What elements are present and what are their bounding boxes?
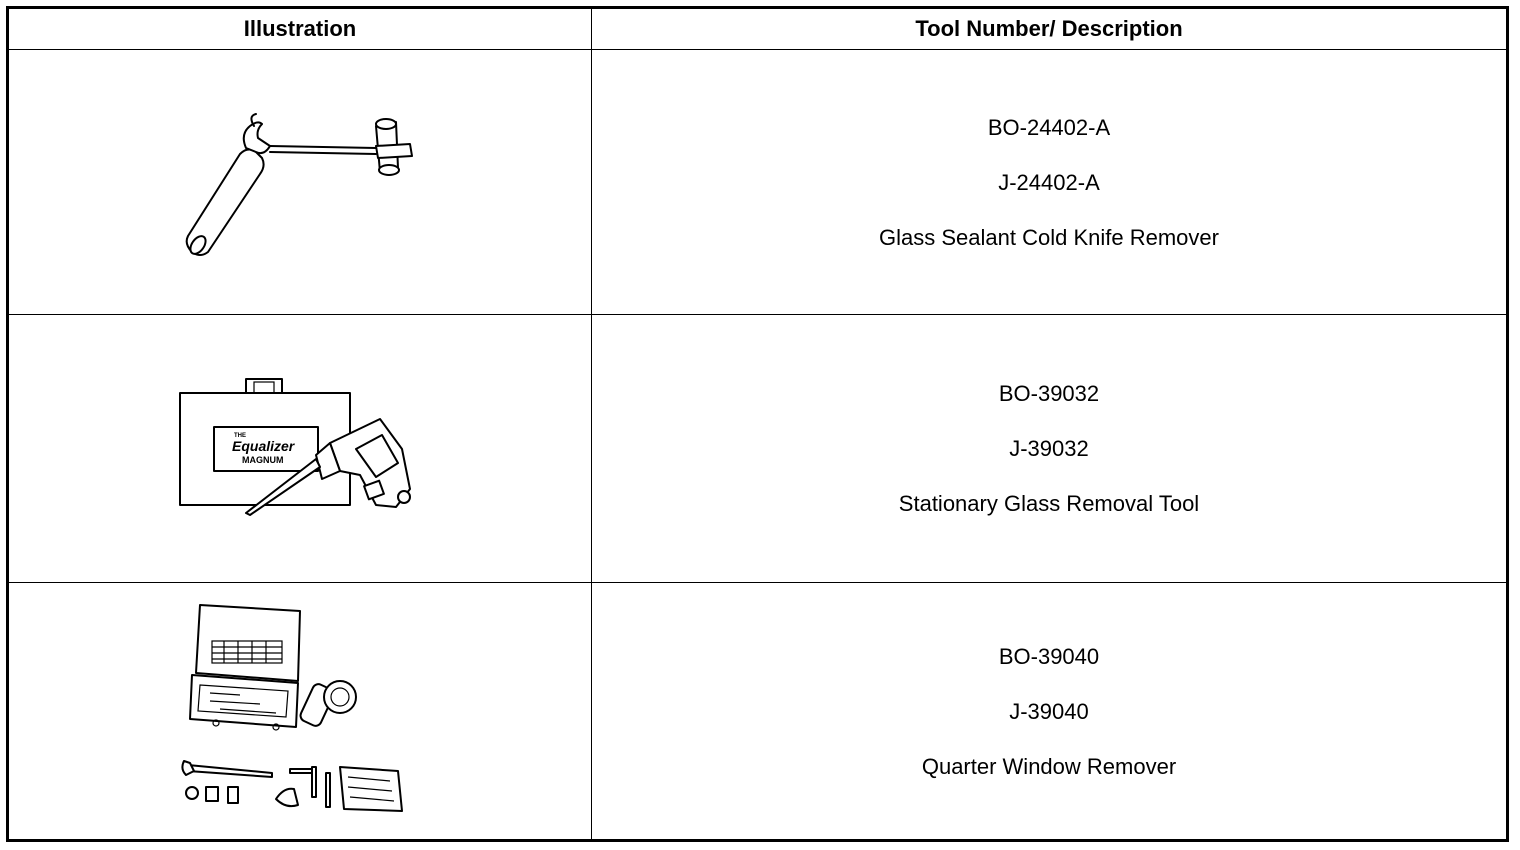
tool-number-bo: BO-39040 [998, 643, 1100, 669]
header-row [8, 8, 1508, 50]
stationary-glass-removal-tool-icon [180, 379, 420, 519]
table-row [8, 50, 1508, 315]
tool-description-cell [592, 315, 1508, 583]
header-illustration: Illustration [8, 8, 592, 50]
tool-number-bo: BO-39032 [998, 381, 1100, 406]
tool-number-j: J-39040 [1009, 698, 1089, 724]
tool-description-cell [592, 50, 1508, 315]
illustration-cell [8, 583, 592, 841]
tool-description-cell [592, 583, 1508, 841]
tool-description: Quarter Window Remover [921, 753, 1177, 779]
box-label-sub: MAGNUM [242, 454, 284, 465]
box-label: Equalizer [232, 437, 295, 454]
box-label-small: THE [234, 432, 246, 439]
header-tool-description: Tool Number/ Description [592, 8, 1508, 50]
tool-number-bo: BO-24402-A [987, 114, 1111, 140]
table-row [8, 315, 1508, 583]
table-row [8, 583, 1508, 841]
tool-description: Stationary Glass Removal Tool [898, 491, 1200, 516]
tool-description: Glass Sealant Cold Knife Remover [879, 224, 1219, 250]
illustration-cell [8, 315, 592, 583]
tool-number-j: J-39032 [1009, 436, 1089, 461]
tool-table [6, 6, 1509, 842]
quarter-window-remover-kit-icon [180, 601, 420, 821]
cold-knife-remover-icon [180, 112, 420, 252]
tool-number-j: J-24402-A [998, 169, 1100, 195]
illustration-cell [8, 50, 592, 315]
